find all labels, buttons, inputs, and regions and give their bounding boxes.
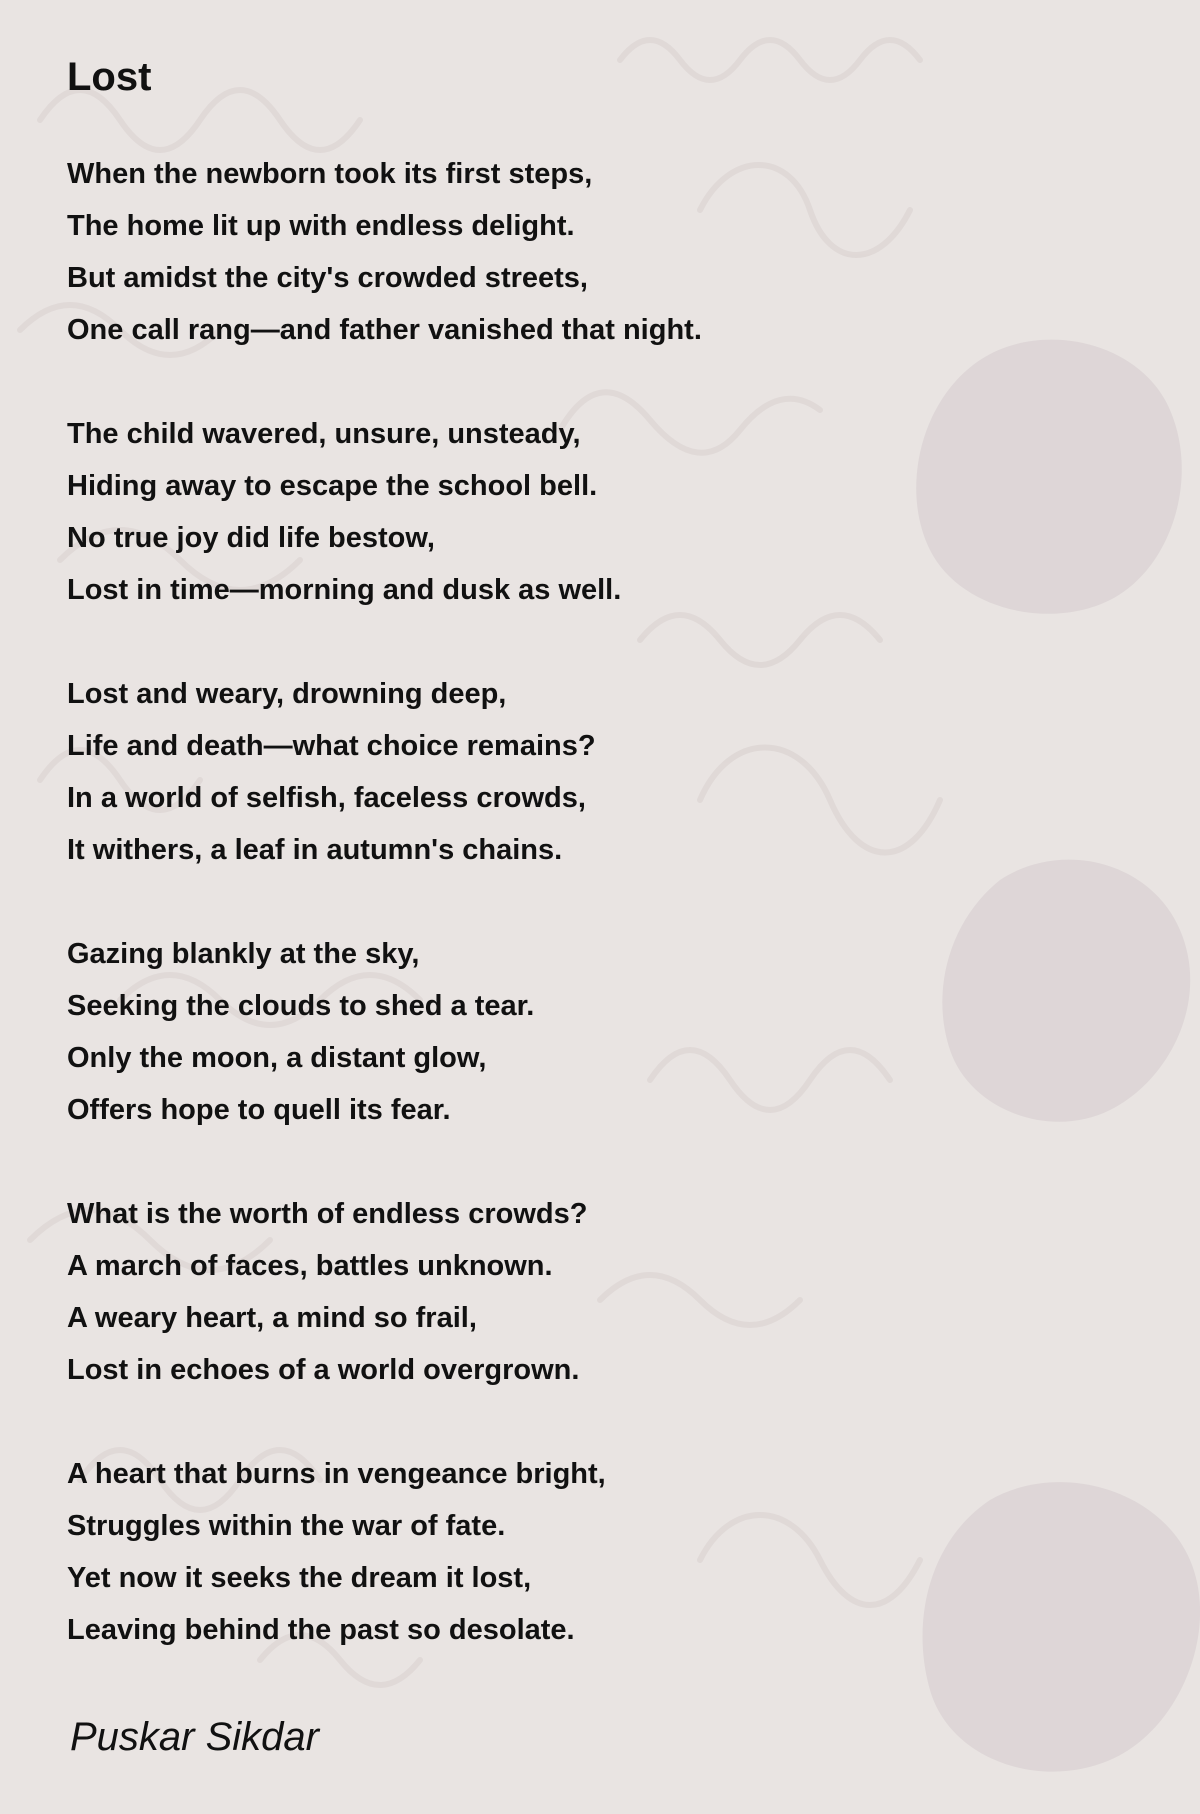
poem-line: What is the worth of endless crowds? — [67, 1198, 588, 1230]
poem-author: Puskar Sikdar — [70, 1715, 319, 1759]
poem-line: Only the moon, a distant glow, — [67, 1042, 487, 1074]
poem-line: Yet now it seeks the dream it lost, — [67, 1562, 532, 1594]
poem-line: Leaving behind the past so desolate. — [67, 1614, 575, 1646]
poem-line: A weary heart, a mind so frail, — [67, 1302, 477, 1334]
poem-line: When the newborn took its first steps, — [67, 158, 593, 190]
poem-line: Life and death—what choice remains? — [67, 730, 596, 762]
poem-line: Offers hope to quell its fear. — [67, 1094, 451, 1126]
poem-line: But amidst the city's crowded streets, — [67, 262, 588, 294]
poem-line: One call rang—and father vanished that night. — [67, 314, 702, 346]
poem-line: It withers, a leaf in autumn's chains. — [67, 834, 563, 866]
poem-line: Gazing blankly at the sky, — [67, 938, 420, 970]
poem-line: In a world of selfish, faceless crowds, — [67, 782, 586, 814]
poem-line: Hiding away to escape the school bell. — [67, 470, 598, 502]
poem-line: No true joy did life bestow, — [67, 522, 435, 554]
stanza-1 — [67, 148, 1147, 356]
poem-line: Seeking the clouds to shed a tear. — [67, 990, 535, 1022]
stanza-4 — [67, 928, 1147, 1136]
stanza-2 — [67, 408, 1147, 616]
stanza-5 — [67, 1188, 1147, 1396]
poem-body — [67, 148, 1147, 1708]
stanza-6 — [67, 1448, 1147, 1656]
stanza-3 — [67, 668, 1147, 876]
poem-line: The child wavered, unsure, unsteady, — [67, 418, 581, 450]
poem-title: Lost — [67, 55, 152, 99]
poem-line: A heart that burns in vengeance bright, — [67, 1458, 606, 1490]
poem-line: Lost in echoes of a world overgrown. — [67, 1354, 580, 1386]
poem-line: Struggles within the war of fate. — [67, 1510, 506, 1542]
poem-line: Lost and weary, drowning deep, — [67, 678, 507, 710]
poem-line: A march of faces, battles unknown. — [67, 1250, 553, 1282]
poem-line: Lost in time—morning and dusk as well. — [67, 574, 622, 606]
poem-line: The home lit up with endless delight. — [67, 210, 575, 242]
